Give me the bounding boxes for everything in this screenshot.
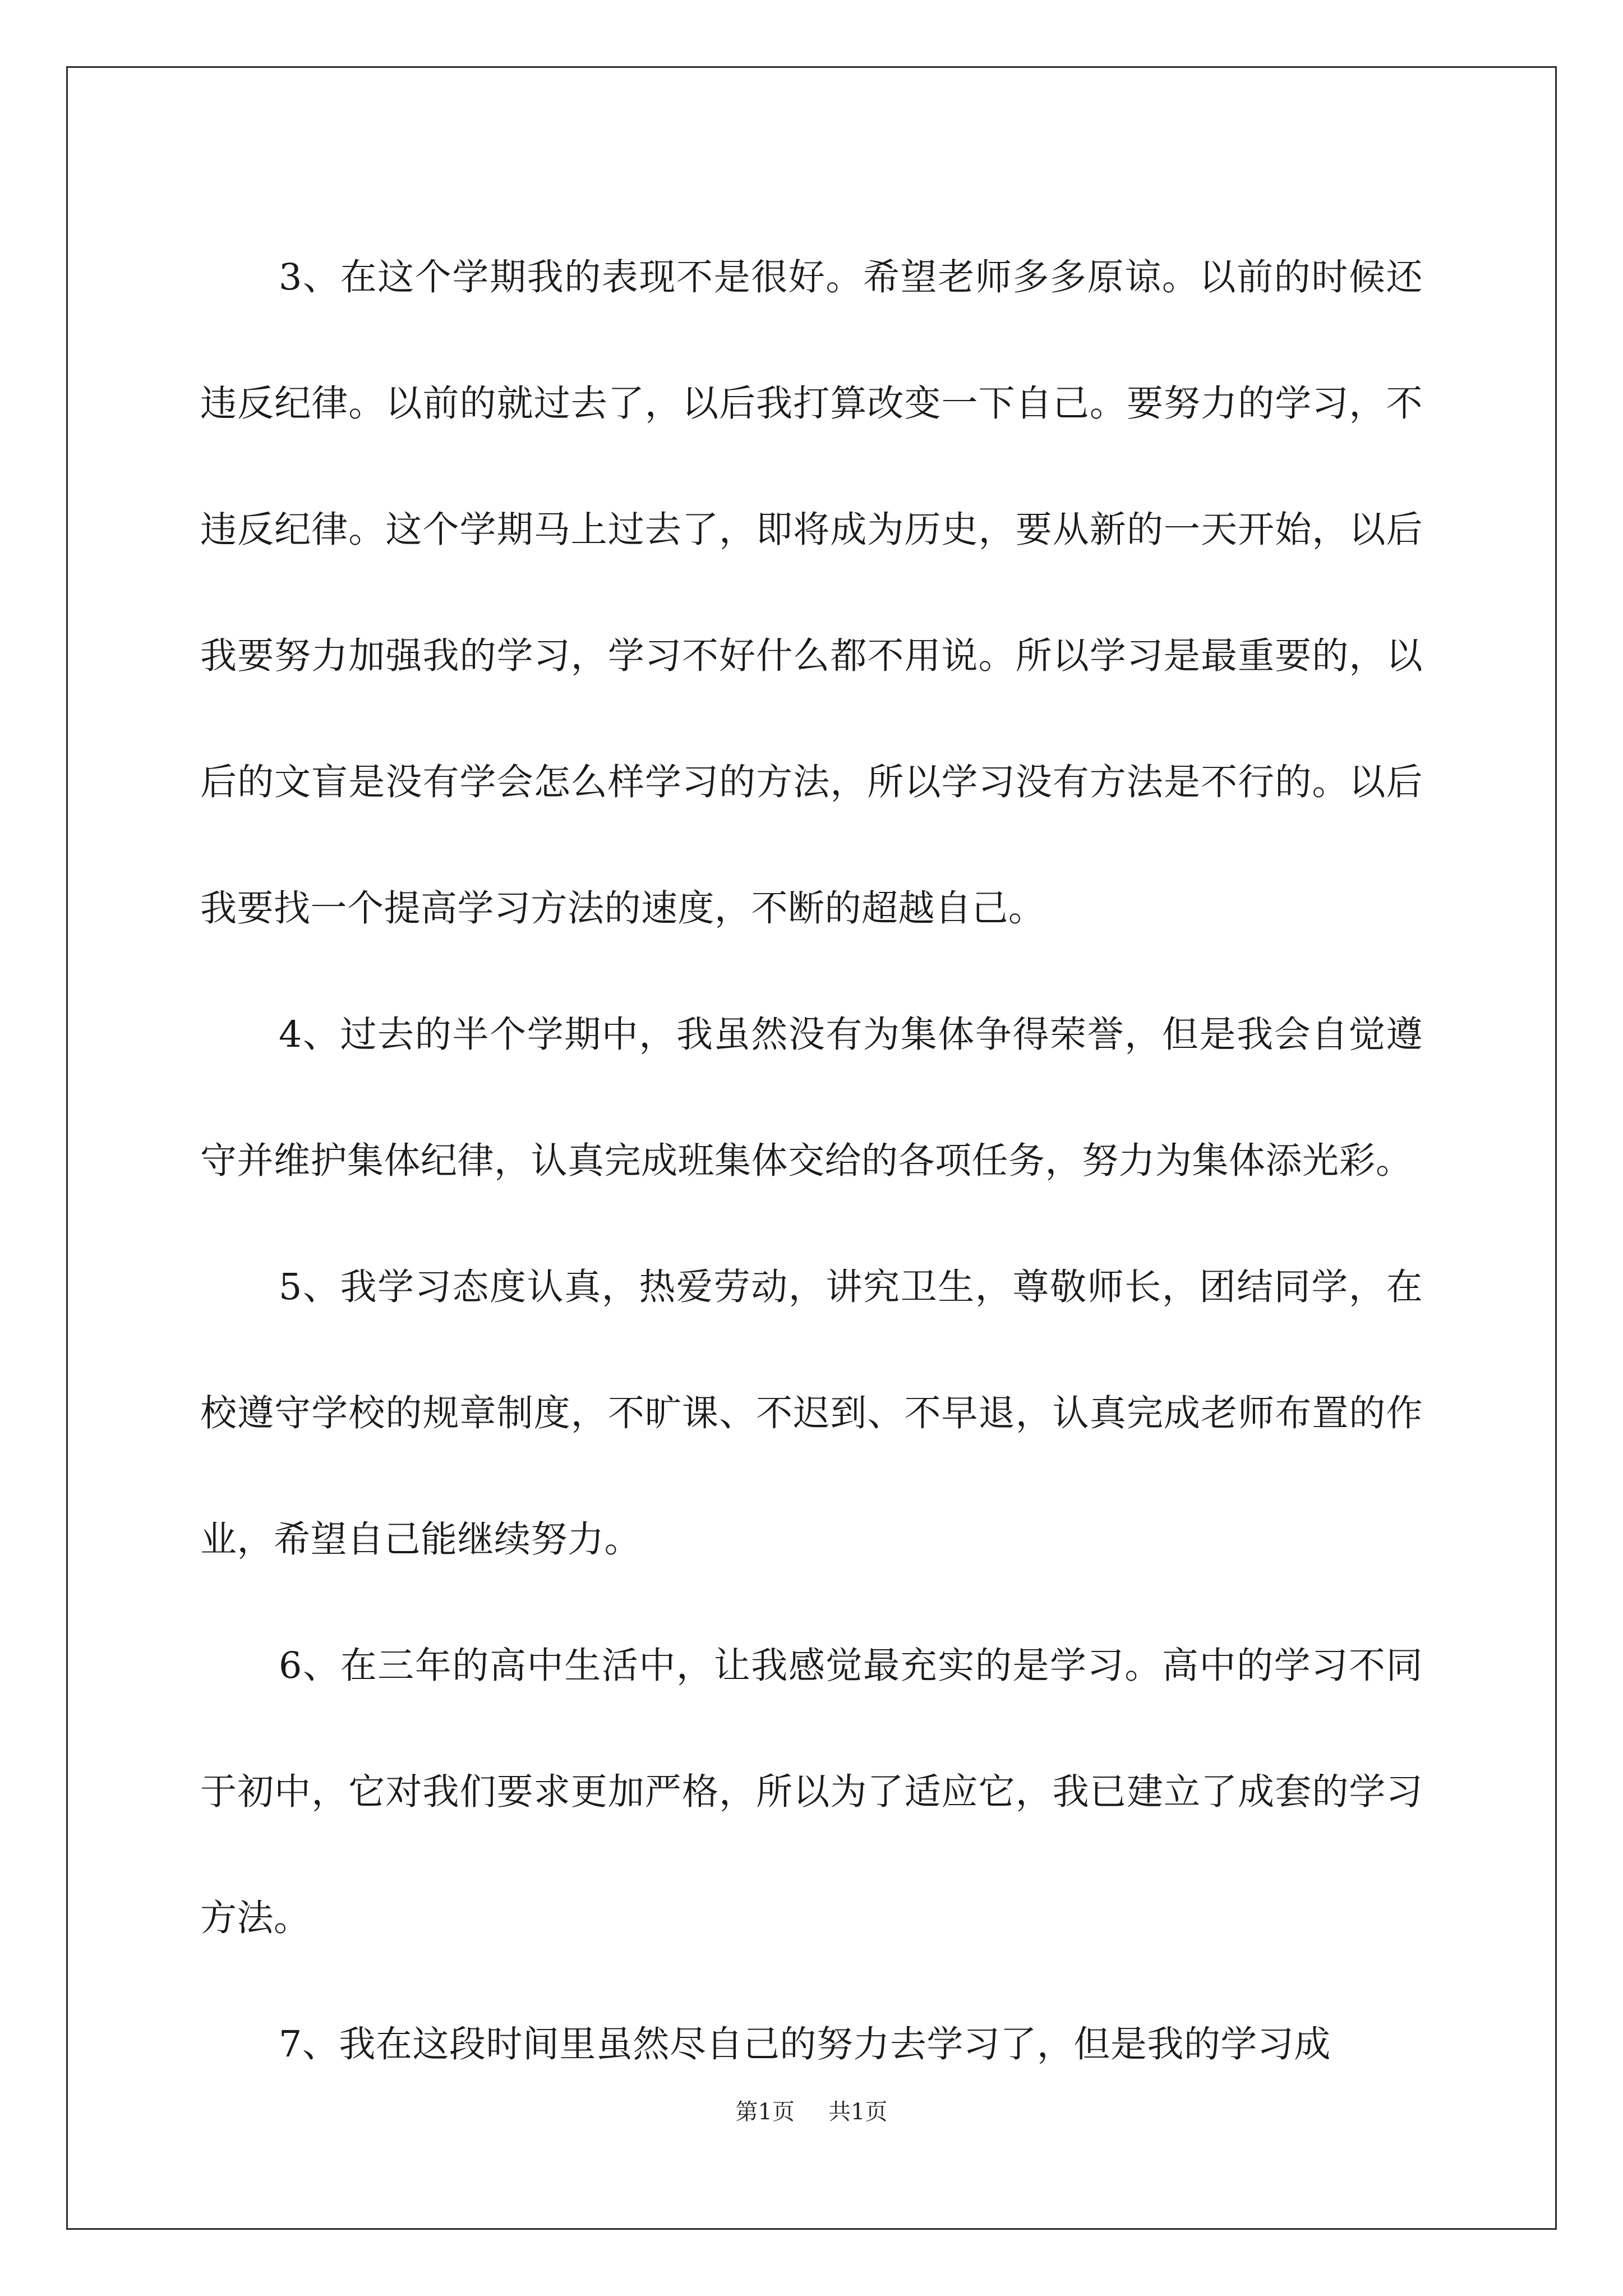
paragraph-4: 4、过去的半个学期中，我虽然没有为集体争得荣誉，但是我会自觉遵守并维护集体纪律，认真完成班集体交给的各项任务，努力为集体添光彩。 [200,1014,1423,1182]
document-body [200,214,1423,2108]
paragraph-7: 7、我在这段时间里虽然尽自己的努力去学习了，但是我的学习成 [279,2023,1331,2065]
page-number: 第1页 [735,2099,795,2125]
paragraph-6: 6、在三年的高中生活中，让我感觉最充实的是学习。高中的学习不同于初中，它对我们要求更加严格，所以为了适应它，我已建立了成套的学习方法。 [200,1645,1423,1939]
page-footer [0,2095,1623,2129]
paragraph-3: 3、在这个学期我的表现不是很好。希望老师多多原谅。以前的时候还违反纪律。以前的就过去了，以后我打算改变一下自己。要努力的学习，不违反纪律。这个学期马上过去了，即将成为历史，要从新的一天开始，以后我要努力加强我的学习，学习不好什么都不用说。所以学习是最重要的，以后的文盲是没有学会怎么样学习的方法，所以学习没有方法是不行的。以后我要找一个提高学习方法的速度，不断的超越自己。 [200,256,1423,930]
paragraph-5: 5、我学习态度认真，热爱劳动，讲究卫生，尊敬师长，团结同学，在校遵守学校的规章制度，不旷课、不迟到、不早退，认真完成老师布置的作业，希望自己能继续努力。 [200,1266,1423,1561]
page-total: 共1页 [828,2099,888,2125]
